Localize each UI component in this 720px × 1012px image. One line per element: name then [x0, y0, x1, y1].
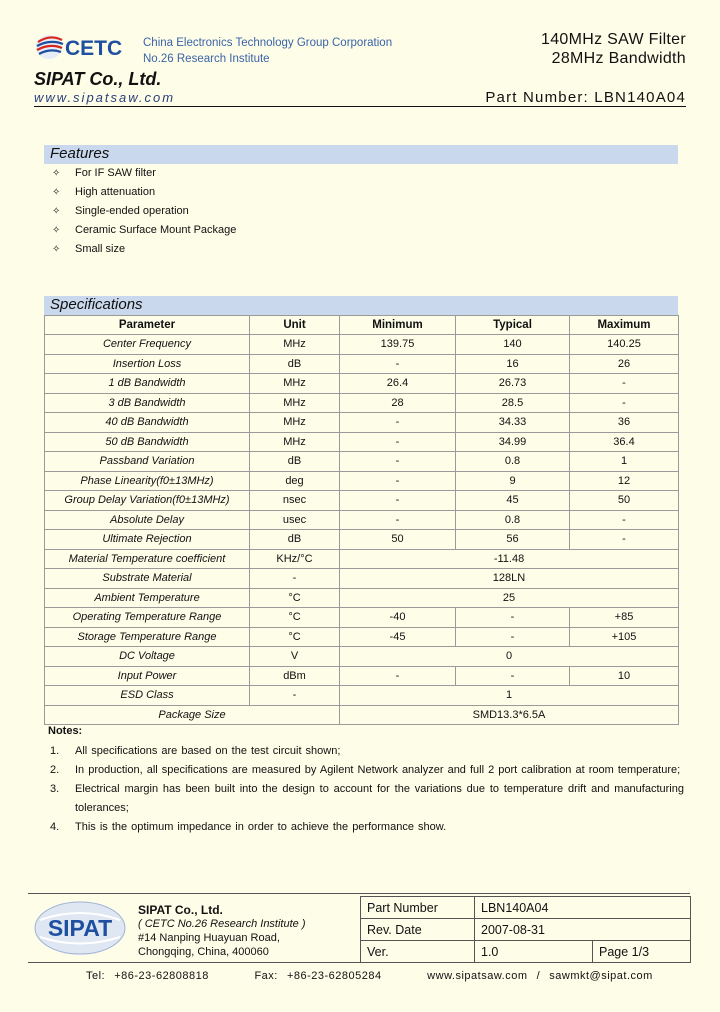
spec-unit: MHz: [250, 374, 340, 394]
spec-row: [45, 608, 679, 628]
spec-unit: nsec: [250, 491, 340, 511]
spec-unit: MHz: [250, 413, 340, 433]
diamond-bullet-icon: ✧: [52, 225, 61, 236]
spec-maximum: 26: [570, 354, 679, 374]
specifications-section-header: [44, 296, 678, 315]
sipat-logo: [34, 900, 126, 956]
spec-maximum: 1: [570, 452, 679, 472]
spec-row: [45, 354, 679, 374]
spec-row: [45, 647, 679, 667]
spec-maximum: 140.25: [570, 335, 679, 355]
note-item: [48, 761, 684, 780]
spec-maximum: -: [570, 374, 679, 394]
spec-parameter: Material Temperature coefficient: [45, 549, 250, 569]
spec-parameter: DC Voltage: [45, 647, 250, 667]
note-number: 3.: [50, 783, 60, 795]
spec-unit: KHz/°C: [250, 549, 340, 569]
footer-contact: Tel: +86-23-62808818 Fax: +86-23-62805284 www.sipatsaw.com / sawmkt@sipat.com: [86, 970, 653, 982]
spec-unit: dBm: [250, 666, 340, 686]
rev-date-value: 2007-08-31: [475, 919, 691, 941]
rev-date-label: Rev. Date: [361, 919, 475, 941]
spec-minimum: -: [340, 413, 456, 433]
spec-typical: -: [456, 608, 570, 628]
note-number: 4.: [50, 821, 60, 833]
note-text: This is the optimum impedance in order to achieve the performance show.: [75, 821, 447, 833]
feature-item: [52, 183, 236, 202]
spec-parameter: 50 dB Bandwidth: [45, 432, 250, 452]
company-name: SIPAT Co., Ltd.: [34, 69, 162, 89]
version-label: Ver.: [361, 941, 475, 963]
spec-parameter: Storage Temperature Range: [45, 627, 250, 647]
part-number-heading: Part Number: LBN140A04: [485, 89, 686, 106]
spec-typical: 16: [456, 354, 570, 374]
version-row: [361, 941, 691, 963]
spec-maximum: -: [570, 530, 679, 550]
spec-parameter: Center Frequency: [45, 335, 250, 355]
spec-unit: MHz: [250, 393, 340, 413]
spec-value: 128LN: [340, 569, 679, 589]
header-unit: Unit: [250, 316, 340, 335]
spec-maximum: 50: [570, 491, 679, 511]
feature-text: Single-ended operation: [75, 205, 189, 217]
part-number-row: [361, 897, 691, 919]
footer-address-2: Chongqing, China, 400060: [138, 946, 269, 958]
spec-maximum: -: [570, 510, 679, 530]
footer-company-info: [138, 903, 306, 959]
features-section-header: [44, 145, 678, 164]
spec-parameter: Passband Variation: [45, 452, 250, 472]
spec-minimum: -: [340, 491, 456, 511]
spec-parameter: Input Power: [45, 666, 250, 686]
spec-parameter: 3 dB Bandwidth: [45, 393, 250, 413]
notes-title: Notes:: [48, 725, 83, 737]
note-number: 1.: [50, 745, 60, 757]
spec-value: SMD13.3*6.5A: [340, 705, 679, 725]
spec-minimum: -: [340, 666, 456, 686]
part-number-value: LBN140A04: [475, 897, 691, 919]
spec-row: [45, 686, 679, 706]
spec-parameter: Package Size: [45, 705, 340, 725]
corp-line-2: No.26 Research Institute: [143, 53, 270, 65]
spec-row: [45, 432, 679, 452]
spec-row: [45, 374, 679, 394]
feature-text: For IF SAW filter: [75, 167, 156, 179]
spec-row: [45, 491, 679, 511]
spec-minimum: -: [340, 510, 456, 530]
spec-parameter: Ultimate Rejection: [45, 530, 250, 550]
note-text: Electrical margin has been built into the design to account for the variations due to temperature drift and manufacturing tolerances;: [75, 783, 684, 814]
corporation-name: [143, 35, 392, 67]
spec-typical: 0.8: [456, 510, 570, 530]
feature-item: [52, 221, 236, 240]
spec-parameter: Substrate Material: [45, 569, 250, 589]
spec-row: [45, 471, 679, 491]
spec-parameter: Group Delay Variation(f0±13MHz): [45, 491, 250, 511]
version-value: 1.0: [475, 941, 593, 963]
spec-typical: 34.99: [456, 432, 570, 452]
spec-maximum: 36: [570, 413, 679, 433]
spec-value: 25: [340, 588, 679, 608]
spec-parameter: 40 dB Bandwidth: [45, 413, 250, 433]
note-item: [48, 742, 684, 761]
spec-unit: V: [250, 647, 340, 667]
product-title: [541, 30, 686, 68]
spec-maximum: -: [570, 393, 679, 413]
spec-parameter: Ambient Temperature: [45, 588, 250, 608]
note-text: In production, all specifications are measured by Agilent Network analyzer and full 2 port calibration at room temperature;: [75, 764, 681, 776]
spec-minimum: -: [340, 471, 456, 491]
spec-value: -11.48: [340, 549, 679, 569]
spec-unit: deg: [250, 471, 340, 491]
spec-unit: °C: [250, 608, 340, 628]
spec-row: [45, 666, 679, 686]
spec-unit: MHz: [250, 432, 340, 452]
diamond-bullet-icon: ✧: [52, 187, 61, 198]
note-item: [48, 780, 684, 818]
header-parameter: Parameter: [45, 316, 250, 335]
spec-minimum: 50: [340, 530, 456, 550]
spec-value: 0: [340, 647, 679, 667]
spec-table-body: [45, 335, 679, 725]
feature-item: [52, 202, 236, 221]
product-title-line-2: 28MHz Bandwidth: [551, 50, 686, 67]
spec-unit: dB: [250, 354, 340, 374]
spec-minimum: 139.75: [340, 335, 456, 355]
spec-row: [45, 393, 679, 413]
footer-institute: ( CETC No.26 Research Institute ): [138, 918, 306, 930]
specifications-title: Specifications: [50, 296, 143, 313]
note-text: All specifications are based on the test circuit shown;: [75, 745, 341, 757]
header-divider: [34, 106, 686, 107]
spec-maximum: +85: [570, 608, 679, 628]
spec-unit: -: [250, 686, 340, 706]
rev-date-row: [361, 919, 691, 941]
feature-text: High attenuation: [75, 186, 156, 198]
feature-item: [52, 240, 236, 259]
spec-parameter: ESD Class: [45, 686, 250, 706]
spec-parameter: Absolute Delay: [45, 510, 250, 530]
document-info-table: [360, 896, 691, 963]
website-link[interactable]: www.sipatsaw.com: [34, 90, 176, 105]
spec-unit: -: [250, 569, 340, 589]
spec-parameter: Phase Linearity(f0±13MHz): [45, 471, 250, 491]
spec-typical: 45: [456, 491, 570, 511]
spec-row: [45, 335, 679, 355]
specifications-table: [44, 315, 679, 725]
spec-maximum: +105: [570, 627, 679, 647]
spec-minimum: 26.4: [340, 374, 456, 394]
spec-maximum: 36.4: [570, 432, 679, 452]
spec-parameter: 1 dB Bandwidth: [45, 374, 250, 394]
spec-row: [45, 510, 679, 530]
spec-row: [45, 627, 679, 647]
spec-row: [45, 413, 679, 433]
spec-value: 1: [340, 686, 679, 706]
spec-typical: -: [456, 627, 570, 647]
product-title-line-1: 140MHz SAW Filter: [541, 31, 686, 48]
spec-unit: °C: [250, 627, 340, 647]
spec-typical: 9: [456, 471, 570, 491]
spec-unit: dB: [250, 452, 340, 472]
spec-unit: MHz: [250, 335, 340, 355]
note-item: [48, 818, 684, 837]
spec-parameter: Operating Temperature Range: [45, 608, 250, 628]
header-minimum: Minimum: [340, 316, 456, 335]
spec-typical: 34.33: [456, 413, 570, 433]
spec-minimum: -: [340, 354, 456, 374]
spec-typical: 56: [456, 530, 570, 550]
page-indicator: Page 1/3: [593, 941, 691, 963]
features-list: [52, 164, 236, 259]
diamond-bullet-icon: ✧: [52, 168, 61, 179]
spec-unit: °C: [250, 588, 340, 608]
spec-unit: usec: [250, 510, 340, 530]
footer-address-1: #14 Nanping Huayuan Road,: [138, 932, 280, 944]
feature-text: Ceramic Surface Mount Package: [75, 224, 237, 236]
header-typical: Typical: [456, 316, 570, 335]
spec-row: [45, 530, 679, 550]
sipat-logo-text: SIPAT: [47, 915, 113, 941]
spec-header-row: [45, 316, 679, 335]
spec-minimum: -40: [340, 608, 456, 628]
header-maximum: Maximum: [570, 316, 679, 335]
feature-text: Small size: [75, 243, 126, 255]
footer-company-name: SIPAT Co., Ltd.: [138, 903, 223, 917]
cetc-logo: [34, 32, 134, 62]
spec-row: [45, 549, 679, 569]
note-number: 2.: [50, 764, 60, 776]
diamond-bullet-icon: ✧: [52, 244, 61, 255]
part-number-label: Part Number: [361, 897, 475, 919]
diamond-bullet-icon: ✧: [52, 206, 61, 217]
spec-typical: 28.5: [456, 393, 570, 413]
spec-typical: 140: [456, 335, 570, 355]
feature-item: [52, 164, 236, 183]
spec-minimum: -45: [340, 627, 456, 647]
spec-minimum: -: [340, 432, 456, 452]
spec-maximum: 10: [570, 666, 679, 686]
spec-minimum: 28: [340, 393, 456, 413]
spec-parameter: Insertion Loss: [45, 354, 250, 374]
notes-section: [48, 725, 684, 837]
spec-minimum: -: [340, 452, 456, 472]
spec-row: [45, 588, 679, 608]
features-title: Features: [50, 145, 110, 162]
notes-list: [48, 742, 684, 837]
spec-row: [45, 705, 679, 725]
spec-typical: 0.8: [456, 452, 570, 472]
spec-row: [45, 569, 679, 589]
cetc-logo-text: CETC: [65, 37, 123, 60]
corp-line-1: China Electronics Technology Group Corporation: [143, 37, 393, 49]
spec-row: [45, 452, 679, 472]
spec-typical: -: [456, 666, 570, 686]
spec-typical: 26.73: [456, 374, 570, 394]
spec-unit: dB: [250, 530, 340, 550]
spec-maximum: 12: [570, 471, 679, 491]
